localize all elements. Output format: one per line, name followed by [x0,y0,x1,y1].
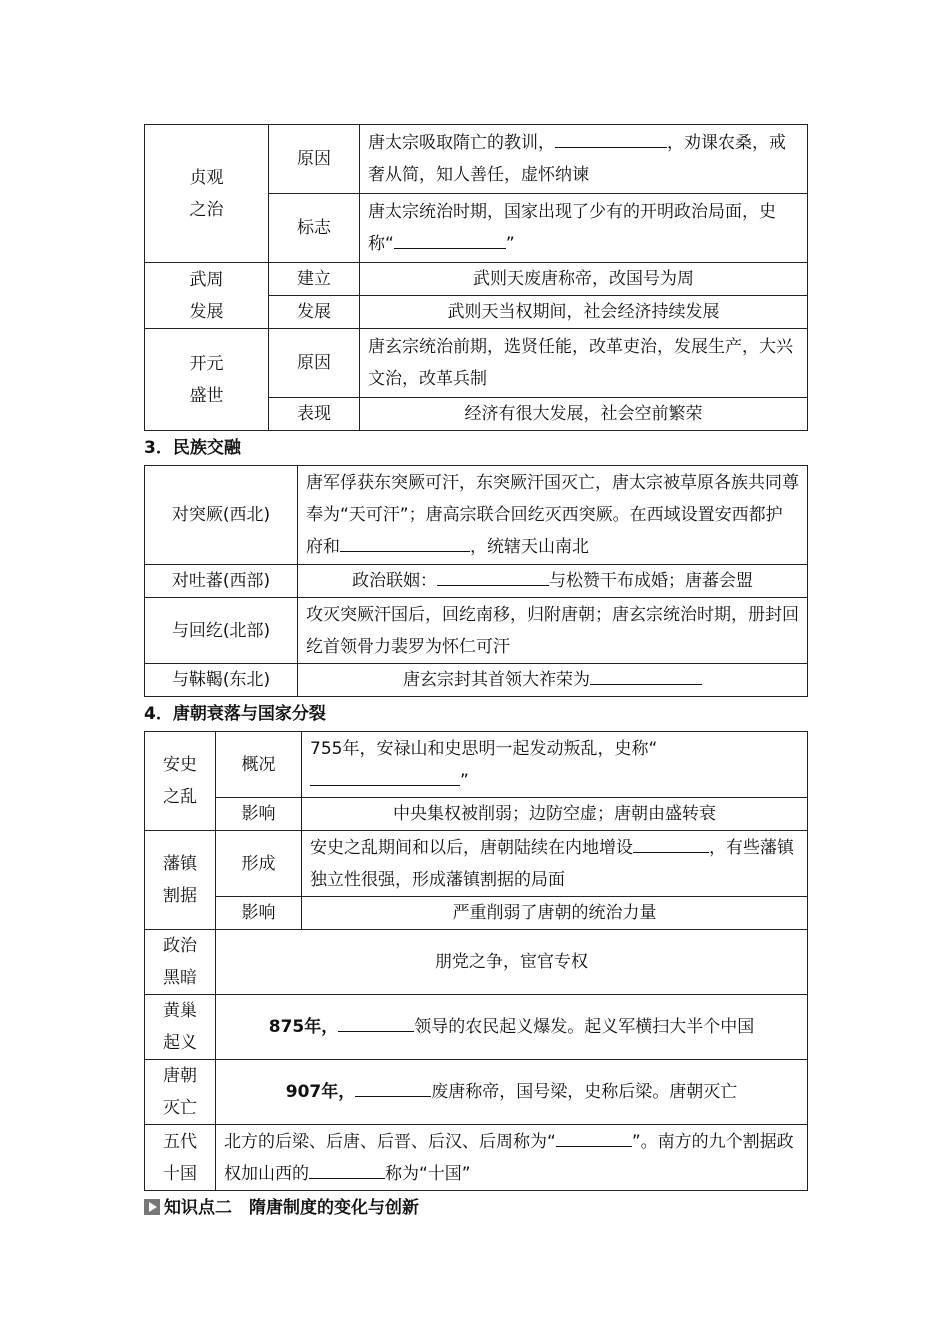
fanzhen-form-text: 安史之乱期间和以后，唐朝陆续在内地增设 ，有些藩镇独立性很强，形成藩镇割据的局面 [302,831,808,897]
zhenguan-cause-label: 原因 [269,125,360,194]
table-ethnic [144,465,808,697]
huangchao-cell: 黄巢 起义 [145,995,216,1060]
wudai-text: 北方的后梁、后唐、后晋、后汉、后周称为“ ”。南方的九个割据政权加山西的 称为“十国” [216,1125,808,1191]
tujue-text: 唐军俘获东突厥可汗，东突厥汗国灭亡，唐太宗被草原各族共同尊奉为“天可汗”；唐高宗联合回纥灭西突厥。在西域设置安西都护府和 ，统辖天山南北 [298,466,808,565]
fall-cell: 唐朝 灭亡 [145,1060,216,1125]
politics-text: 朋党之争，宦官专权 [216,930,808,995]
fanzhen-impact-label: 影响 [216,897,302,930]
answer-blank[interactable] [340,533,470,552]
answer-blank[interactable] [633,834,709,853]
zhenguan-sign-text: 唐太宗统治时期，国家出现了少有的开明政治局面，史称“ ” [360,194,808,263]
mohe-label: 与靺鞨(东北) [145,664,298,697]
wuzhou-est-text: 武则天废唐称帝，改国号为周 [360,263,808,296]
answer-blank[interactable] [338,1013,414,1032]
fanzhen-impact-text: 严重削弱了唐朝的统治力量 [302,897,808,930]
answer-blank[interactable] [555,129,667,148]
play-icon [144,1199,160,1215]
zhenguan-cell: 贞观 之治 [145,125,269,263]
tubo-text: 政治联姻： 与松赞干布成婚；唐蕃会盟 [298,565,808,598]
kaiyuan-show-text: 经济有很大发展，社会空前繁荣 [360,398,808,431]
anshi-impact-text: 中央集权被削弱；边防空虚；唐朝由盛转衰 [302,798,808,831]
fall-text: 907年， 废唐称帝，国号梁，史称后梁。唐朝灭亡 [216,1060,808,1125]
mohe-text: 唐玄宗封其首领大祚荣为 [298,664,808,697]
wuzhou-dev-label: 发展 [269,296,360,329]
wuzhou-cell: 武周 发展 [145,263,269,329]
wudai-cell: 五代 十国 [145,1125,216,1191]
answer-blank[interactable] [556,1128,632,1147]
kaiyuan-cause-text: 唐玄宗统治前期，选贤任能，改革吏治，发展生产，大兴文治，改革兵制 [360,329,808,398]
answer-blank[interactable] [437,567,549,586]
zhenguan-cause-text: 唐太宗吸取隋亡的教训， ，劝课农桑，戒奢从简，知人善任，虚怀纳谏 [360,125,808,194]
wuzhou-dev-text: 武则天当权期间，社会经济持续发展 [360,296,808,329]
answer-blank[interactable] [309,1160,385,1179]
kaiyuan-show-label: 表现 [269,398,360,431]
knowledge-2-heading: 知识点二 隋唐制度的变化与创新 [144,1191,807,1225]
tujue-label: 对突厥(西北) [145,466,298,565]
huihe-text: 攻灭突厥汗国后，回纥南移，归附唐朝；唐玄宗统治时期，册封回纥首领骨力裴罗为怀仁可汗 [298,598,808,664]
page-content [144,124,807,1225]
fanzhen-form-label: 形成 [216,831,302,897]
section-4-heading: 4．唐朝衰落与国家分裂 [144,704,326,724]
anshi-overview-text: 755年，安禄山和史思明一起发动叛乱，史称“” [302,732,808,798]
tubo-label: 对吐蕃(西部) [145,565,298,598]
kaiyuan-cell: 开元 盛世 [145,329,269,431]
huangchao-text: 875年， 领导的农民起义爆发。起义军横扫大半个中国 [216,995,808,1060]
politics-cell: 政治 黑暗 [145,930,216,995]
answer-blank[interactable] [310,767,460,786]
wuzhou-est-label: 建立 [269,263,360,296]
answer-blank[interactable] [590,666,702,685]
table-decline [144,731,808,1191]
answer-blank[interactable] [394,230,506,249]
answer-blank[interactable] [355,1078,431,1097]
huihe-label: 与回纥(北部) [145,598,298,664]
zhenguan-sign-label: 标志 [269,194,360,263]
section-3-heading: 3．民族交融 [144,438,241,458]
table-prosperity [144,124,808,431]
fanzhen-cell: 藩镇 割据 [145,831,216,930]
kaiyuan-cause-label: 原因 [269,329,360,398]
anshi-overview-label: 概况 [216,732,302,798]
anshi-impact-label: 影响 [216,798,302,831]
anshi-cell: 安史 之乱 [145,732,216,831]
